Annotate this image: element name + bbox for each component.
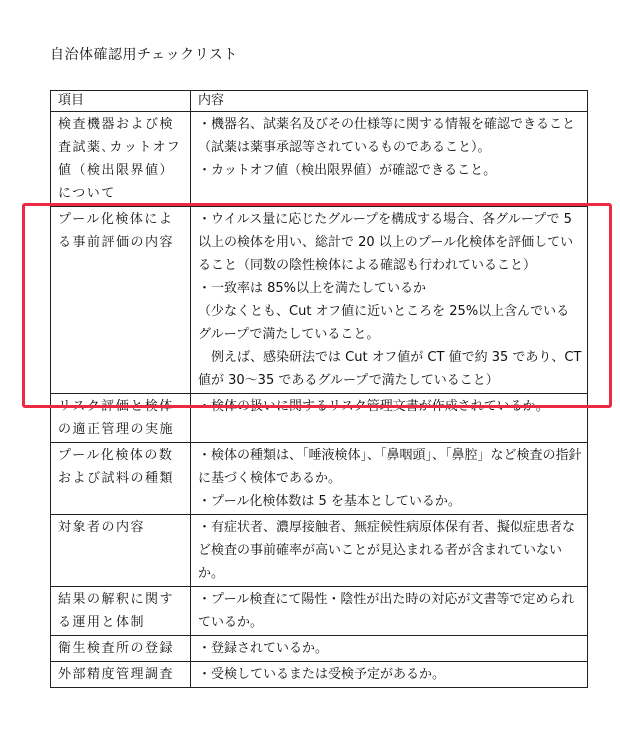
header-content: 内容 xyxy=(191,91,588,112)
row-item-registration: 衛生検査所の登録 xyxy=(51,636,191,662)
content-line: ・検体の扱いに関するリスク管理文書が作成されているか。 xyxy=(198,399,549,414)
table-row xyxy=(51,515,588,587)
row-item-pool-evaluation: プール化検体による事前評価の内容 xyxy=(51,207,191,394)
content-line: ・受検しているまたは受検予定があるか。 xyxy=(198,667,446,682)
row-content-pool-evaluation xyxy=(191,207,588,394)
table-row xyxy=(51,587,588,636)
row-item-sample-types: プール化検体の数および試料の種類 xyxy=(51,443,191,515)
content-line: ・有症状者、濃厚接触者、無症候性病原体保有者、擬似症患者など検査の事前確率が高いことが見込まれる者が含まれていないか。 xyxy=(198,520,576,581)
header-item: 項目 xyxy=(51,91,191,112)
table-row xyxy=(51,394,588,443)
table-row xyxy=(51,662,588,688)
document-title: 自治体確認用チェックリスト xyxy=(50,47,238,63)
row-content-risk xyxy=(191,394,588,443)
content-line: ・プール検査にて陽性・陰性が出た時の対応が文書等で定められているか。 xyxy=(198,592,575,630)
table-row xyxy=(51,443,588,515)
row-content-registration xyxy=(191,636,588,662)
content-line: ・カットオフ値（検出限界値）が確認できること。 xyxy=(198,163,497,178)
content-line: ・検体の種類は、「唾液検体」、「鼻咽頭」、「鼻腔」など検査の指針に基づく検体であるか。 xyxy=(198,448,582,486)
row-content-sample-types xyxy=(191,443,588,515)
content-line: （少なくとも、Cut オフ値に近いところを 25%以上含んでいるグループで満たしていること。 xyxy=(198,304,570,342)
row-item-external-qc: 外部精度管理調査 xyxy=(51,662,191,688)
row-content-equipment xyxy=(191,112,588,207)
row-content-interpretation xyxy=(191,587,588,636)
content-line: ・一致率は 85%以上を満たしているか xyxy=(198,281,427,296)
row-item-subjects: 対象者の内容 xyxy=(51,515,191,587)
table-row xyxy=(51,112,588,207)
checklist-table xyxy=(50,90,588,688)
header-row xyxy=(51,91,588,112)
row-item-interpretation: 結果の解釈に関する運用と体制 xyxy=(51,587,191,636)
row-item-equipment: 検査機器および検査試薬､カットオフ値（検出限界値）について xyxy=(51,112,191,207)
content-line: ・登録されているか。 xyxy=(198,641,329,656)
table-row xyxy=(51,207,588,394)
row-content-subjects xyxy=(191,515,588,587)
row-item-risk: リスク評価と検体の適正管理の実施 xyxy=(51,394,191,443)
content-line: 例えば、感染研法では Cut オフ値が CT 値で約 35 であり、CT 値が 30〜35 であるグループで満たしていること） xyxy=(198,350,582,388)
content-line: ・プール化検体数は 5 を基本としているか。 xyxy=(198,494,461,509)
content-line: ・機器名、試薬名及びその仕様等に関する情報を確認できること（試薬は薬事承認等されているものであること）。 xyxy=(198,117,576,155)
content-line: ・ウイルス量に応じたグループを構成する場合、各グループで 5 以上の検体を用い、総計で 20 以上のプール化検体を評価していること（同数の陰性検体による確認も行われていること） xyxy=(198,212,574,273)
row-content-external-qc xyxy=(191,662,588,688)
table-row xyxy=(51,636,588,662)
